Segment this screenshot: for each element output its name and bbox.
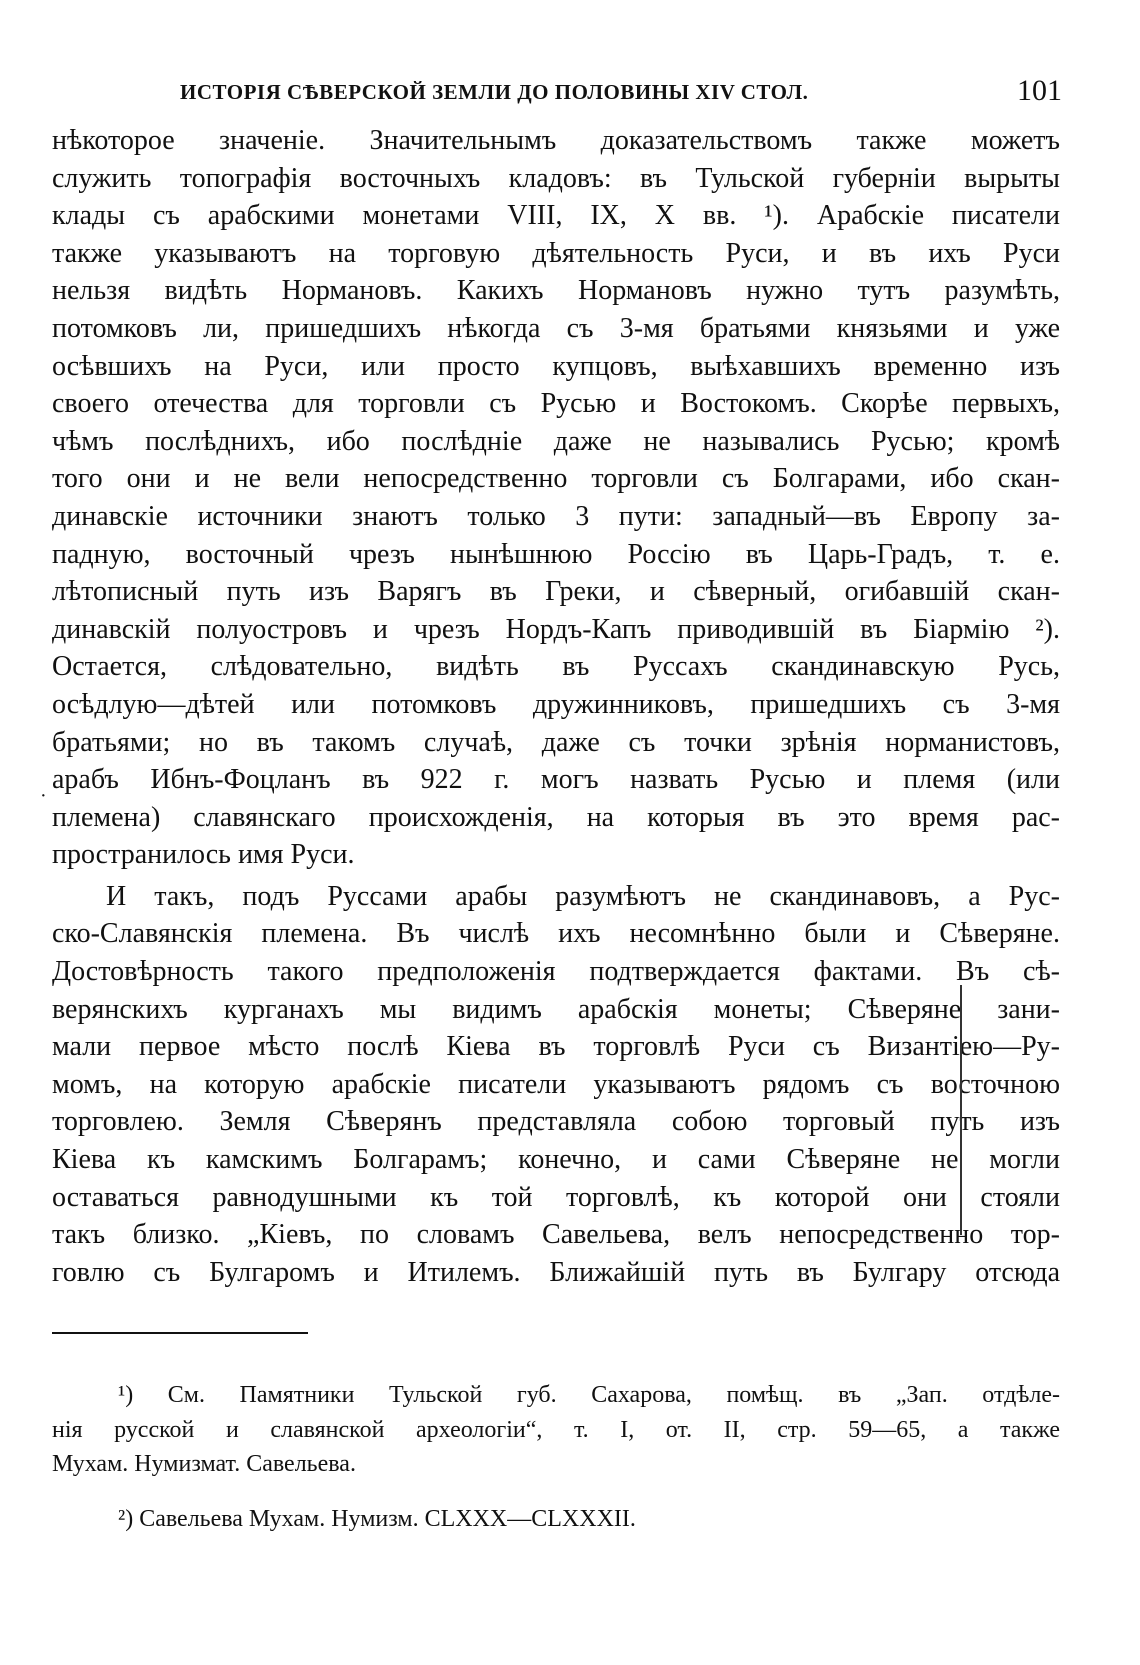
text-line: ско-Славянскія племена. Въ числѣ ихъ несомнѣнно были и Сѣверяне.: [52, 918, 1060, 950]
footnote-2: [52, 1502, 1060, 1537]
text-line: своего отечества для торговли съ Русью и Востокомъ. Скорѣе первыхъ,: [52, 388, 1060, 420]
text-line: оставаться равнодушными къ той торговлѣ, къ которой они стояли: [52, 1181, 1060, 1213]
text-line: лѣтописный путь изъ Варягъ въ Греки, и сѣверный, огибавшій скан-: [52, 576, 1060, 608]
body-text: [52, 122, 1060, 1291]
footnote-separator: [52, 1332, 308, 1334]
page-header: [52, 72, 1076, 116]
paragraph-2: [52, 878, 1060, 1292]
text-line: осѣдлую—дѣтей или потомковъ дружинниковъ, пришедшихъ съ 3-мя: [52, 688, 1060, 720]
text-line: братьями; но въ такомъ случаѣ, даже съ точки зрѣнія норманистовъ,: [52, 726, 1060, 758]
text-line: говлю съ Булгаромъ и Итилемъ. Ближайшій путь въ Булгару отсюда: [52, 1256, 1060, 1288]
footnote-line: ²) Савельева Мухам. Нумизм. CLXXX—CLXXXII.: [118, 1505, 636, 1532]
text-line: служить топографія восточныхъ кладовъ: въ Тульской губерніи вырыты: [52, 162, 1060, 194]
text-line: Остается, слѣдовательно, видѣть въ Руссахъ скандинавскую Русь,: [52, 651, 1060, 683]
footnote-line: Мухам. Нумизмат. Савельева.: [52, 1451, 356, 1477]
text-line: момъ, на которую арабскіе писатели указываютъ рядомъ съ восточною: [52, 1068, 1060, 1100]
text-line: клады съ арабскими монетами VIII, IX, X вв. ¹). Арабскіе писатели: [52, 200, 1060, 232]
margin-pencil-line: [957, 985, 962, 1235]
text-line: динавскій полуостровъ и чрезъ Нордъ-Капъ приводившій въ Біармію ²).: [52, 613, 1060, 645]
footnote-line: нія русской и славянской археологіи“, т. I, от. II, стр. 59—65, а также: [52, 1416, 1060, 1443]
text-line: пространилось имя Руси.: [52, 839, 355, 871]
text-line: также указываютъ на торговую дѣятельность Руси, и въ ихъ Руси: [52, 237, 1060, 269]
footnote-1: [52, 1378, 1060, 1482]
text-line: племена) славянскаго происхожденія, на которыя въ это время рас-: [52, 801, 1060, 833]
paragraph-1: [52, 122, 1060, 874]
page-number: 101: [1017, 74, 1062, 107]
text-line: того они и не вели непосредственно торговли съ Болгарами, ибо скан-: [52, 463, 1060, 495]
text-line: нельзя видѣть Норманoвъ. Какихъ Норманoвъ нужно тутъ разумѣть,: [52, 275, 1060, 307]
running-title: ИСТОРІЯ СѢВЕРСКОЙ ЗЕМЛИ ДО ПОЛОВИНЫ XIV СТОЛ.: [180, 80, 809, 104]
text-line: осѣвшихъ на Руси, или просто купцовъ, выѣхавшихъ временно изъ: [52, 350, 1060, 382]
text-line: такъ близко. „Кіевъ, по словамъ Савельева, велъ непосредственно тор-: [52, 1219, 1060, 1251]
text-line: динавскіе источники знаютъ только 3 пути: западный—въ Европу за-: [52, 500, 1060, 532]
text-line: арабъ Ибнъ-Фоцланъ въ 922 г. могъ назвать Русью и племя (или: [52, 764, 1060, 796]
text-line: мали первое мѣсто послѣ Кіева въ торговлѣ Руси съ Византіею—Ру-: [52, 1031, 1060, 1063]
text-line: Достовѣрность такого предположенія подтверждается фактами. Въ сѣ-: [52, 956, 1060, 988]
footnotes: [52, 1378, 1060, 1536]
text-line: И такъ, подъ Руссами арабы разумѣютъ не скандинавовъ, а Рус-: [106, 880, 1060, 912]
text-line: торговлею. Земля Сѣверянъ представляла собою торговый путь изъ: [52, 1106, 1060, 1138]
text-line: чѣмъ послѣднихъ, ибо послѣдніе даже не назывались Русью; кромѣ: [52, 425, 1060, 457]
text-line: падную, восточный чрезъ нынѣшнюю Россію въ Царь-Градъ, т. е.: [52, 538, 1060, 570]
text-line: потомковъ ли, пришедшихъ нѣкогда съ 3-мя братьями князьями и уже: [52, 312, 1060, 344]
text-line: Кіева къ камскимъ Болгарамъ; конечно, и сами Сѣверяне не могли: [52, 1144, 1060, 1176]
margin-dot: ·: [40, 785, 47, 807]
footnote-line: ¹) См. Памятники Тульской губ. Сахарова, помѣщ. въ „Зап. отдѣле-: [118, 1382, 1060, 1408]
text-line: верянскихъ курганахъ мы видимъ арабскія монеты; Сѣверяне зани-: [52, 993, 1060, 1025]
text-line: нѣкоторое значеніе. Значительнымъ доказательствомъ также можетъ: [52, 125, 1060, 156]
